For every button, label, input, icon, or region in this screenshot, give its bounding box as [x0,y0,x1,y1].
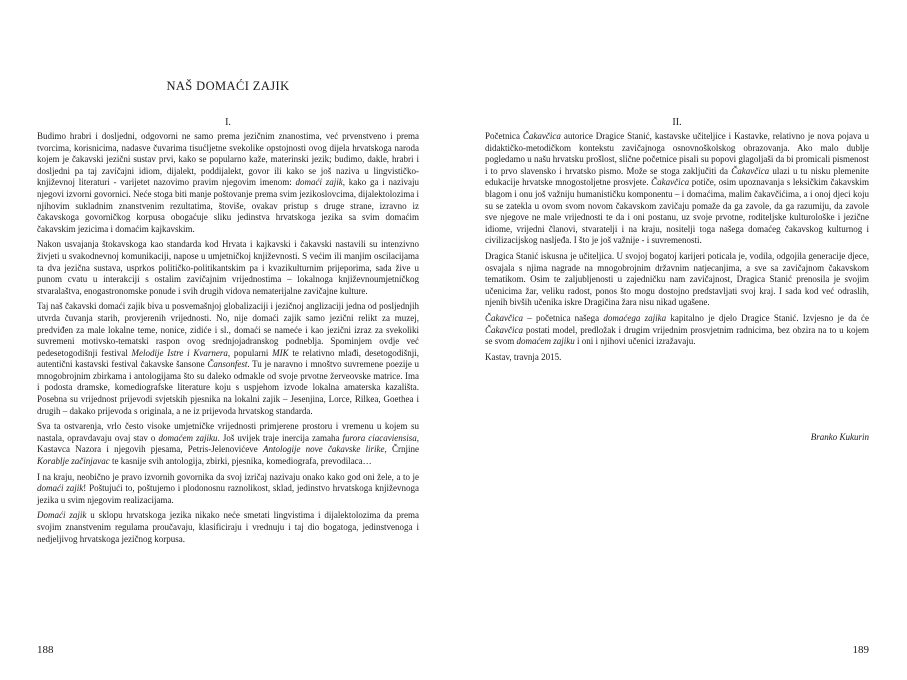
left-page [37,0,419,680]
paragraph: Dragica Stanić iskusna je učiteljica. U svojoj bogatoj karijeri poticala je, vodila, odgojila generacije djece, osvajala s njima nagrade na mnogobrojnim državnim natjecanjima, a sve sa zavičajnom čakavskom tematikom. Osim te zaljubljenosti u zajedničku nam zavičajnost, Dragica Stanić prenosila je svojim učenicima žar, veliku radost, ponos što mogu dostojno predstavljati svoj kraj. I sada kod već odraslih, njenih bivših učenika iskre Dragičina žara nisu nikad ugašene. [485,250,869,308]
page-number-left: 188 [37,644,54,656]
section-heading-i: I. [225,117,231,128]
page-number-right: 189 [852,644,869,656]
paragraph: I na kraju, neobično je pravo izvornih govornika da svoj izričaj nazivaju onako kako god oni žele, a to je domaći zajik! Poštujući to, poštujemo i plodonosnu raznolikost, sklad, jedinstvo hrvatskoga književnoga jezika u svim njegovim realizacijama. [37,471,419,505]
page-title: NAŠ DOMAĆI ZAJIK [166,79,290,93]
paragraph: Početnica Čakavčica autorice Dragice Stanić, kastavske učiteljice i Kastavke, relativno je nova pojava u didaktičko-metodičkom kontekstu zavičajnoga osnovnoškolskog obrazovanja. Ako malo dublje pogledamo u našu hrvatsku prošlost, slične početnice pisali su popovi glagoljaši da bi promicali pismenost i to prvo slavensko i hrvatsko pismo. Može se stoga zaključiti da Čakavčica ulazi u tu nisku plemenite edukacije hrvatske mnogostoljetne prosvjete. Čakavčica potiče, osim upoznavanja s leksičkim čakavskim blagom i onu još važniju humanističku komponentu – i domaćima, malim čakavčićima, a i onoj djeci koju su se zatekla u ovom svom novom čakavskom zavičaju pomaže da ga zavole, da ga razumiju, da zavole sve njegove ne male vrijednosti te da i oni postanu, uz svoje prvotne, roditeljske kulturološke i jezične idiome, vrijedni članovi, stvaratelji i na kraju, nositelji toga našega domaćeg čakavskog kulturnog i civilizacijskog nasljeđa. I što je još važnije - i suvremenosti. [485,131,869,246]
paragraph: Čakavčica – početnica našega domaćega zajika kapitalno je djelo Dragice Stanić. Izvjesno je da će Čakavčica postati model, predložak i drugim vrijednim prosvjetnim radnicima, bez obzira na to u kojem se svom domaćem zajiku i oni i njihovi učenici izražavaju. [485,312,869,347]
paragraph: Nakon usvajanja štokavskoga kao standarda kod Hrvata i kajkavski i čakavski nastavili su intenzivno živjeti u svakodnevnoj komunikaciji, napose u umjetničkoj književnosti. S većim ili manjim oscilacijama ta dva jezična sustava, usprkos političko-politikantskim pa i kvazikulturnim prijeporima, sada žive u punom cvatu u interakciji s ostalim zavičajnim vrijednostima – lokalnoga književnoumjetničkog stvaralaštva, enogastronomske ponude i svih drugih vidova nematerijalne zavičajne kulture. [37,239,419,296]
paragraph: Budimo hrabri i dosljedni, odgovorni ne samo prema jezičnim znanostima, već prvenstveno i prema tvorcima, korisnicima, nadasve čuvarima tisućljetne svekolike opstojnosti ovog dijela hrvatskoga naroda kojem je čakavski jezični sustav prvi, kako se popularno kaže, materinski jezik; budimo, dakle, hrabri i dosljedni pa taj zavičajni idiom, dijalekt, poddijalekt, govor ili kako se još naziva u lingvističko-književnoj literaturi - varijetet nazovimo pravim njegovim imenom: domaći zajik, kako ga i nazivaju njegovi izvorni govornici. Neće stoga biti manje poštovanje prema svim jezikoslovcima, dijalektolozima i njihovim sukladnim znanstvenim rezultatima, štoviše, ovakav pristup s druge strane, izravno iz čakavskoga govorničkog korpusa obogaćuje sliku jedinstva hrvatskoga jezika sa svim domaćim čakavskim jezicima i domaćim kajkavskim. [37,131,419,234]
paragraph: Kastav, travnja 2015. [485,351,562,362]
paragraph: Taj naš čakavski domaći zajik biva u posvemašnjoj globalizaciji i jezičnoj anglizaciji jedna od posljednjih utvrda čuvanja starih, provjerenih vrijednosti. No, nije domaći zajik samo jezični relikt za muzej, predviđen za male lokalne teme, nonice, zidiće i sl., domaći se nameće i kao jezični izraz za svekoliki suvremeni motivsko-tematski raspon ovog srednjojadranskog podneblja. Spominjem ovdje već pedesetogodišnji festival Melodije Istre i Kvarnera, popularni MIK te relativno mlađi, desetogodišnji, autentični kastavski festival čakavske šansone Čansonfest. Tu je naravno i mnoštvo suvremene poezije u mnogobrojnim zbirkama i antologijama što su daleko odmakle od svoje prvotne žerveovske matrice. Ima i podosta dramske, komediografske literature koju s uspjehom izvode lokalna amaterska kazališta. Posebna su vrijednost prijevodi svjetskih pjesnika na lokalni zajik – Jesenjina, Lorce, Rilkea, Goethea i drugih – dakako prijevoda s originala, a ne iz prijevoda hrvatskog standarda. [37,301,420,416]
left-body-text [37,131,419,549]
section-heading-ii: II. [672,117,682,128]
right-page [485,0,869,680]
paragraph: Domaći zajik u sklopu hrvatskoga jezika nikako neće smetati lingvistima i dijalektolozima da prema svojim znanstvenim regulama proučavaju, klasificiraju i vrednuju i taj dio bogatoga, jedinstvenoga i nedjeljivog hrvatskoga jezičnog korpusa. [37,510,419,544]
author-signature: Branko Kukurin [810,432,869,442]
right-body-text [485,131,869,367]
paragraph: Sva ta ostvarenja, vrlo često visoke umjetničke vrijednosti primjerene prostoru i vremenu u kojem su nastala, opravdavaju ovaj stav o domaćem zajiku. Još uvijek traje inercija zamaha furora ciacaviensisa, Kastavca Nazora i njegovih pjesama, Petris-Jelenovićeve Antologije nove čakavske lirike, Črnjine Korablje začinjavac te kasnije svih antologija, zbirki, pjesnika, komediografa, prevodilaca… [37,421,420,467]
